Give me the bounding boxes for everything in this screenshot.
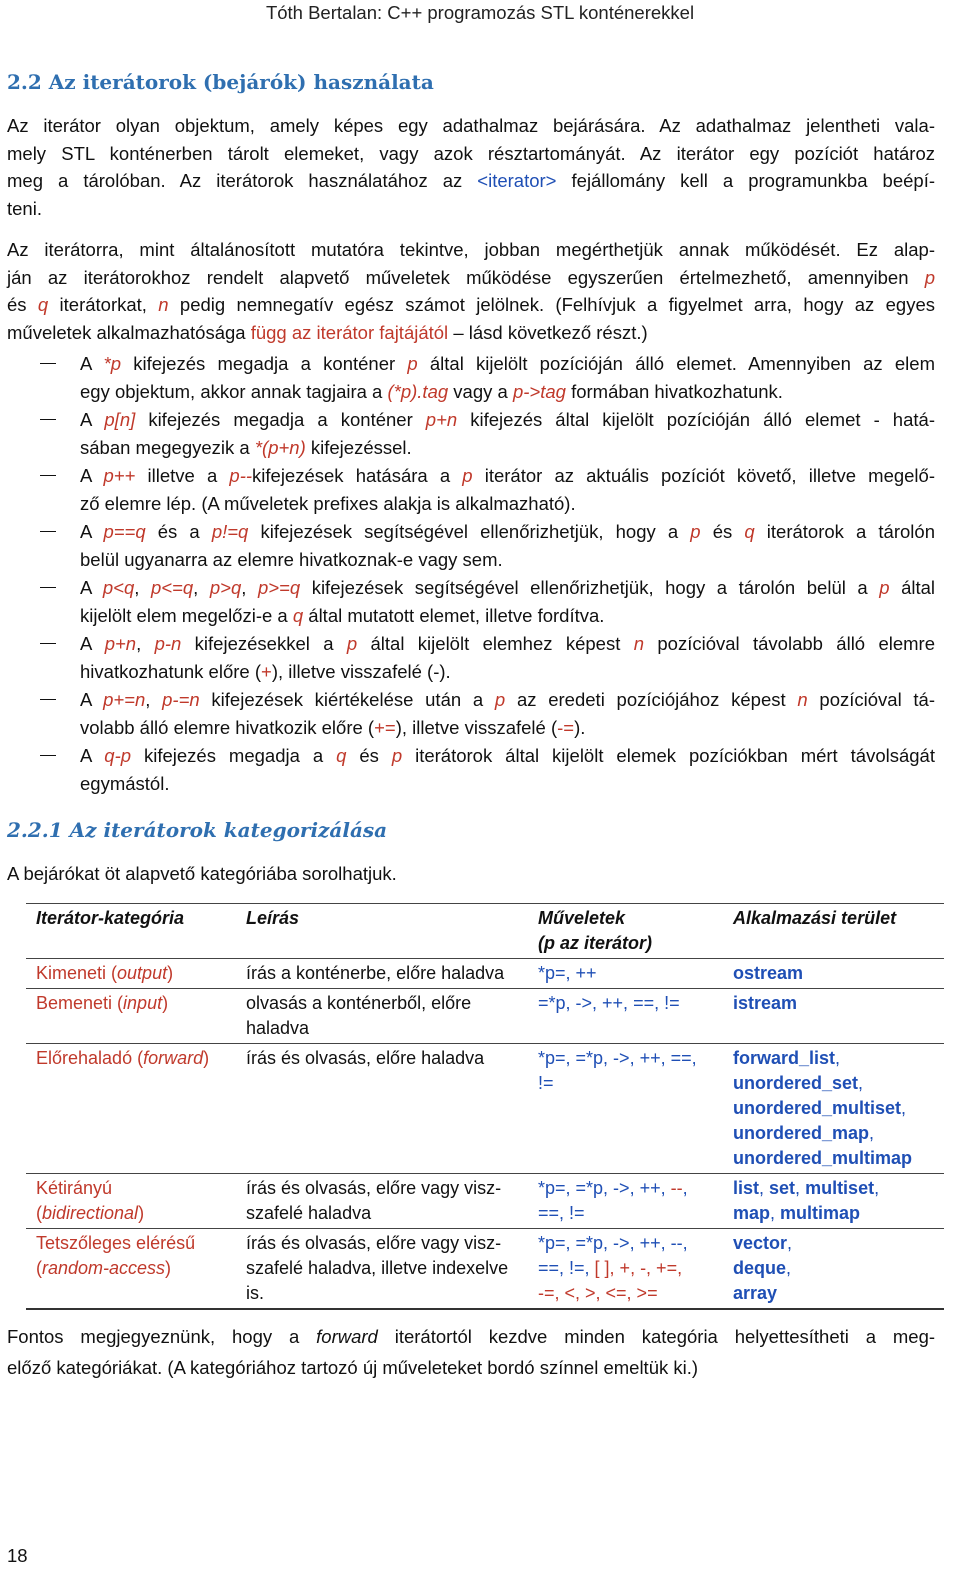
list-item-text: iterátorok által kijelölt elemek pozíciókban mért távolságát: [402, 745, 935, 766]
operations-text: ,: [682, 1178, 688, 1198]
cell-operations: [528, 1174, 723, 1229]
list-item-line: [80, 574, 935, 602]
table-row: [26, 1044, 944, 1174]
subsection-heading: 2.2.1 Az iterátorok kategorizálása: [7, 818, 388, 842]
list-item-line: [80, 686, 935, 714]
list-item-text: (*p).tag: [387, 380, 449, 402]
list-item: [40, 686, 935, 741]
list-item-text: formában hivatkozhatunk.: [565, 380, 783, 402]
application-text: unordered_map: [733, 1123, 870, 1143]
list-item-text: A: [80, 633, 105, 654]
list-item-text: A: [80, 353, 104, 374]
list-item-line: [80, 658, 935, 686]
application-text: unordered_set: [733, 1073, 859, 1093]
list-item-text: ).: [574, 716, 586, 738]
application-text: vector: [733, 1233, 788, 1253]
list-item-text: p-n: [154, 633, 182, 654]
list-item-text: *p: [103, 353, 122, 374]
list-item-text: iterátor az aktuális pozíciót követő, illetve megelő-: [472, 465, 935, 486]
list-item: [40, 742, 935, 797]
list-item-text: p: [879, 577, 890, 598]
table-row: [26, 959, 944, 989]
header-operations: [528, 904, 723, 959]
application-text: ,: [795, 1178, 806, 1198]
description-text: szafelé haladva, illetve indexelve: [246, 1258, 509, 1278]
page-number: 18: [7, 1545, 28, 1566]
description-text: írás és olvasás, előre haladva: [246, 1048, 485, 1068]
running-header: Tóth Bertalan: C++ programozás STL konténerekkel: [265, 2, 695, 23]
list-item-text: az eredeti pozíciójához képest: [505, 689, 798, 710]
list-item-text: q: [292, 604, 304, 626]
list-item-line: [80, 406, 935, 434]
application-text: ,: [835, 1048, 841, 1068]
list-item-text: és: [700, 521, 745, 542]
list-item-text: kifejezések segítségével ellenőrizhetjük, hogy a tárolón belül a: [300, 577, 880, 598]
list-item-text: p>=q: [257, 577, 301, 598]
category-text: (: [36, 1258, 42, 1278]
cell-category: [26, 1229, 236, 1310]
list-item-text: p: [494, 689, 506, 710]
application-text: set: [769, 1178, 796, 1198]
list-item-text: kifejezés által kijelölt pozícióján álló elemet - hatá-: [457, 409, 935, 430]
list-item-text: ), illetve visszafelé (: [395, 716, 558, 738]
analogy-line-2: [7, 264, 935, 292]
list-item-text: q: [744, 521, 755, 542]
list-item-text: iterátorok a tárolón: [754, 521, 935, 542]
cell-description: [236, 1044, 528, 1174]
list-item: [40, 350, 935, 405]
list-item-line: [80, 602, 935, 630]
paragraph-categories-intro: [7, 860, 935, 888]
operations-text: ==, !=: [538, 1203, 585, 1223]
intro-text: meg a tárolóban. Az iterátorok használatához az: [7, 170, 463, 191]
list-item-text: kijelölt elem megelőzi-e a: [80, 604, 293, 626]
analogy-text: ján az iterátorokhoz rendelt alapvető műveletek működése egyszerűen értelmezhető, amennyiben: [7, 266, 909, 288]
list-item-text: p->tag: [512, 380, 566, 402]
list-item-line: [80, 378, 935, 406]
table-row: [26, 989, 944, 1044]
cell-application: [723, 1044, 944, 1174]
application-text: forward_list: [733, 1048, 836, 1068]
analogy-line-4: [7, 319, 935, 347]
list-item: [40, 406, 935, 461]
header-application: Alkalmazási terület: [723, 904, 944, 959]
list-item-text: kifejezések segítségével ellenőrizhetjük, hogy a: [248, 521, 691, 542]
closing-text: iterátortól kezdve minden kategória helyettesítheti a meg-: [394, 1326, 936, 1347]
header-operations-note: (p az iterátor): [538, 933, 653, 953]
application-text: ,: [858, 1073, 864, 1093]
operations-text: -=, <, >, <=, >=: [538, 1283, 658, 1303]
list-item-line: [80, 770, 935, 798]
list-item-text: illetve a: [135, 465, 230, 486]
list-item-text: kifejezés megadja a konténer: [121, 353, 408, 374]
intro-line-2: mely STL konténerben tárolt elemeket, vagy azok résztartományát. Az iterátor egy pozíciót határoz: [7, 142, 935, 164]
closing-line-1: [7, 1321, 935, 1352]
category-text: Kétirányú: [36, 1178, 113, 1198]
list-item-text: p>q: [209, 577, 242, 598]
application-text: ,: [770, 1203, 781, 1223]
list-item-text: által kijelölt elemhez képest: [357, 633, 634, 654]
description-text: szafelé haladva: [246, 1203, 372, 1223]
list-item-line: [80, 630, 935, 658]
category-text: output: [117, 963, 168, 983]
list-item-text: vagy a: [448, 380, 513, 402]
description-text: írás és olvasás, előre vagy visz-: [246, 1233, 502, 1253]
list-item-text: volabb álló elemre hivatkozik előre (: [80, 716, 375, 738]
application-text: deque: [733, 1258, 787, 1278]
list-item: [40, 462, 935, 517]
application-text: unordered_multiset: [733, 1098, 902, 1118]
list-item-text: ,: [134, 577, 151, 598]
application-text: ,: [869, 1123, 875, 1143]
list-item-text: belül ugyanarra az elemre hivatkoznak-e vagy sem.: [80, 548, 503, 570]
operations-text: =*p, ->, ++, ==, !=: [538, 993, 680, 1013]
list-item-text: A: [80, 465, 104, 486]
list-item-text: kifejezés megadja a: [131, 745, 337, 766]
application-text: multiset: [805, 1178, 875, 1198]
list-item-text: p+n: [104, 633, 137, 654]
section-heading: 2.2 Az iterátorok (bejárók) használata: [7, 70, 434, 94]
operations-text: *p=, =*p, ->, ++,: [538, 1178, 671, 1198]
application-text: istream: [733, 993, 798, 1013]
cell-application: [723, 1229, 944, 1310]
operations-text: *p=, =*p, ->, ++, ==,: [538, 1048, 697, 1068]
list-item-text: n: [797, 689, 808, 710]
list-item-text: p--: [229, 465, 253, 486]
paragraph-pointer-analogy: [7, 236, 935, 346]
list-item-text: A: [80, 577, 103, 598]
analogy-text: – lásd következő részt.): [453, 321, 648, 343]
list-item-text: p: [407, 353, 418, 374]
category-text: input: [123, 993, 163, 1013]
analogy-text: és: [7, 294, 27, 315]
intro-line-4: teni.: [7, 197, 42, 219]
category-text: Bemeneti (: [36, 993, 124, 1013]
category-link[interactable]: függ az iterátor fajtájától: [250, 321, 449, 343]
closing-line-2: előző kategóriákat. (A kategóriához tartozó új műveleteket bordó színnel emeltük ki.): [7, 1357, 699, 1378]
list-item-text: által mutatott elemet, illetve fordítva.: [303, 604, 605, 626]
list-item-text: n: [633, 633, 645, 654]
cell-operations: [528, 959, 723, 989]
list-item: [40, 630, 935, 685]
intro-text: fejállomány kell a programunkba beépí-: [571, 170, 935, 191]
category-text: Előrehaladó (: [36, 1048, 144, 1068]
list-item: [40, 574, 935, 629]
list-item-text: kifejezésekkel a: [181, 633, 347, 654]
closing-text: Fontos megjegyeznünk, hogy a: [7, 1326, 300, 1347]
application-text: ,: [874, 1178, 880, 1198]
operations-text: !=: [538, 1073, 554, 1093]
table-row: [26, 1174, 944, 1229]
analogy-line-1: Az iterátorra, mint általánosított mutatóra tekintve, jobban megérthetjük annak működését. Ez alap-: [7, 239, 935, 260]
operations-text: *p=, ++: [538, 963, 597, 983]
description-text: írás és olvasás, előre vagy visz-: [246, 1178, 502, 1198]
operations-text: [ ], +, -, +=,: [594, 1258, 683, 1278]
category-text: ): [162, 993, 169, 1013]
list-item-text: és a: [145, 521, 212, 542]
list-item-text: +: [261, 660, 272, 682]
iterator-category-table: [26, 903, 944, 1310]
description-text: írás a konténerbe, előre haladva: [246, 963, 505, 983]
list-item-text: egymástól.: [80, 772, 170, 794]
application-text: ,: [786, 1258, 792, 1278]
cell-operations: [528, 989, 723, 1044]
list-item-text: ), illetve visszafelé (: [271, 660, 434, 682]
cell-category: [26, 959, 236, 989]
list-item-text: ,: [145, 689, 163, 710]
list-item-text: ,: [193, 577, 210, 598]
cell-operations: [528, 1229, 723, 1310]
category-text: ): [203, 1048, 210, 1068]
application-text: unordered_multimap: [733, 1148, 913, 1168]
closing-forward: forward: [316, 1326, 378, 1347]
category-text: ): [165, 1258, 172, 1278]
list-item-line: [80, 546, 935, 574]
category-text: (: [36, 1203, 42, 1223]
list-item-text: által: [889, 577, 936, 598]
table-row: [26, 1229, 944, 1310]
paragraph-closing: [7, 1321, 935, 1383]
application-text: ,: [759, 1178, 770, 1198]
var-q: q: [37, 294, 49, 315]
list-item-text: kifejezések hatására a: [252, 465, 463, 486]
list-item-text: hivatkozhatunk előre (: [80, 660, 261, 682]
list-item-text: p<q: [102, 577, 135, 598]
intro-line-1: Az iterátor olyan objektum, amely képes egy adathalmaz bejárására. Az adathalmaz jelentheti vala-: [7, 115, 935, 136]
cell-description: [236, 959, 528, 989]
list-item-line: [80, 490, 935, 518]
application-text: list: [733, 1178, 760, 1198]
category-text: random-access: [42, 1258, 166, 1278]
list-item-text: sában megegyezik a: [80, 436, 255, 458]
application-text: array: [733, 1283, 778, 1303]
description-text: is.: [246, 1283, 264, 1303]
category-text: ): [167, 963, 174, 983]
intro-line-3: [7, 167, 935, 195]
list-item-text: p: [346, 633, 358, 654]
cell-application: [723, 989, 944, 1044]
list-item-text: és: [346, 745, 392, 766]
list-item-line: [80, 434, 935, 462]
var-n: n: [158, 294, 169, 315]
operations-text: ==, !=,: [538, 1258, 595, 1278]
list-item-text: p++: [103, 465, 136, 486]
cell-application: [723, 1174, 944, 1229]
list-item-text: p[n]: [104, 409, 136, 430]
list-item-text: p+=n: [103, 689, 146, 710]
list-item-text: q: [336, 745, 347, 766]
list-item-text: pozícióval távolabb álló elemre: [644, 633, 935, 654]
list-item-text: által kijelölt pozícióján álló elemet. Amennyiben az elem: [417, 353, 935, 374]
list-item-text: -=: [557, 716, 575, 738]
cell-application: [723, 959, 944, 989]
paragraph-intro: [7, 112, 935, 222]
analogy-line-3: [7, 291, 935, 319]
list-item-text: kifejezés megadja a konténer: [135, 409, 426, 430]
cell-category: [26, 989, 236, 1044]
cell-category: [26, 1174, 236, 1229]
cell-description: [236, 1174, 528, 1229]
list-item-text: kifejezések kiértékelése után a: [199, 689, 495, 710]
operations-text: *p=, =*p, ->, ++, --,: [538, 1233, 688, 1253]
categories-intro-line: A bejárókat öt alapvető kategóriába sorolhatjuk.: [7, 863, 397, 884]
list-item-line: [80, 350, 935, 378]
application-text: ,: [787, 1233, 793, 1253]
list-item-text: ,: [136, 633, 155, 654]
list-item-line: [80, 518, 935, 546]
list-item-text: p: [391, 745, 403, 766]
header-category: Iterátor-kategória: [26, 904, 236, 959]
cell-description: [236, 1229, 528, 1310]
analogy-text: pedig nemnegatív egész számot jelölnek. (Felhívjuk a figyelmet arra, hogy az egyes: [179, 294, 936, 315]
cell-description: [236, 989, 528, 1044]
application-text: ,: [901, 1098, 907, 1118]
table-header-row: [26, 904, 944, 959]
list-item-text: p: [462, 465, 473, 486]
category-text: forward: [143, 1048, 204, 1068]
list-item-text: +=: [374, 716, 396, 738]
list-item: [40, 518, 935, 573]
header-description: Leírás: [236, 904, 528, 959]
list-item-text: q-p: [104, 745, 132, 766]
operations-text: --: [670, 1178, 683, 1198]
var-p: p: [924, 266, 935, 288]
list-item-text: egy objektum, akkor annak tagjaira a: [80, 380, 388, 402]
header-operations-label: Műveletek: [538, 908, 626, 928]
list-item-text: A: [80, 521, 104, 542]
application-text: multimap: [780, 1203, 861, 1223]
category-text: ): [138, 1203, 145, 1223]
list-item-text: p!=q: [211, 521, 249, 542]
list-item-text: ,: [241, 577, 258, 598]
list-item-text: *(p+n): [254, 436, 306, 458]
list-item-text: A: [80, 745, 105, 766]
cell-operations: [528, 1044, 723, 1174]
list-item-text: p==q: [103, 521, 146, 542]
iterator-header-name: <iterator>: [477, 170, 557, 191]
category-text: Kimeneti (: [36, 963, 118, 983]
list-item-text: -: [433, 660, 440, 682]
operations-list: [40, 350, 935, 798]
list-item-text: ző elemre lép. (A műveletek prefixes alakja is alkalmazható).: [80, 492, 576, 514]
list-item-line: [80, 714, 935, 742]
list-item-line: [80, 742, 935, 770]
list-item-text: p+n: [425, 409, 458, 430]
list-item-line: [80, 462, 935, 490]
list-item-text: p<=q: [150, 577, 194, 598]
analogy-text: műveletek alkalmazhatósága: [7, 321, 246, 343]
list-item-text: kifejezéssel.: [305, 436, 412, 458]
list-item-text: A: [80, 409, 105, 430]
list-item-text: p: [690, 521, 701, 542]
list-item-text: p-=n: [162, 689, 200, 710]
cell-category: [26, 1044, 236, 1174]
category-text: bidirectional: [42, 1203, 139, 1223]
description-text: haladva: [246, 1018, 310, 1038]
list-item-text: ).: [439, 660, 451, 682]
list-item-text: pozícióval tá-: [807, 689, 936, 710]
description-text: olvasás a konténerből, előre: [246, 993, 472, 1013]
category-text: Tetszőleges elérésű: [36, 1233, 196, 1253]
analogy-text: iterátorkat,: [59, 294, 147, 315]
list-item-text: A: [80, 689, 104, 710]
application-text: map: [733, 1203, 771, 1223]
application-text: ostream: [733, 963, 804, 983]
